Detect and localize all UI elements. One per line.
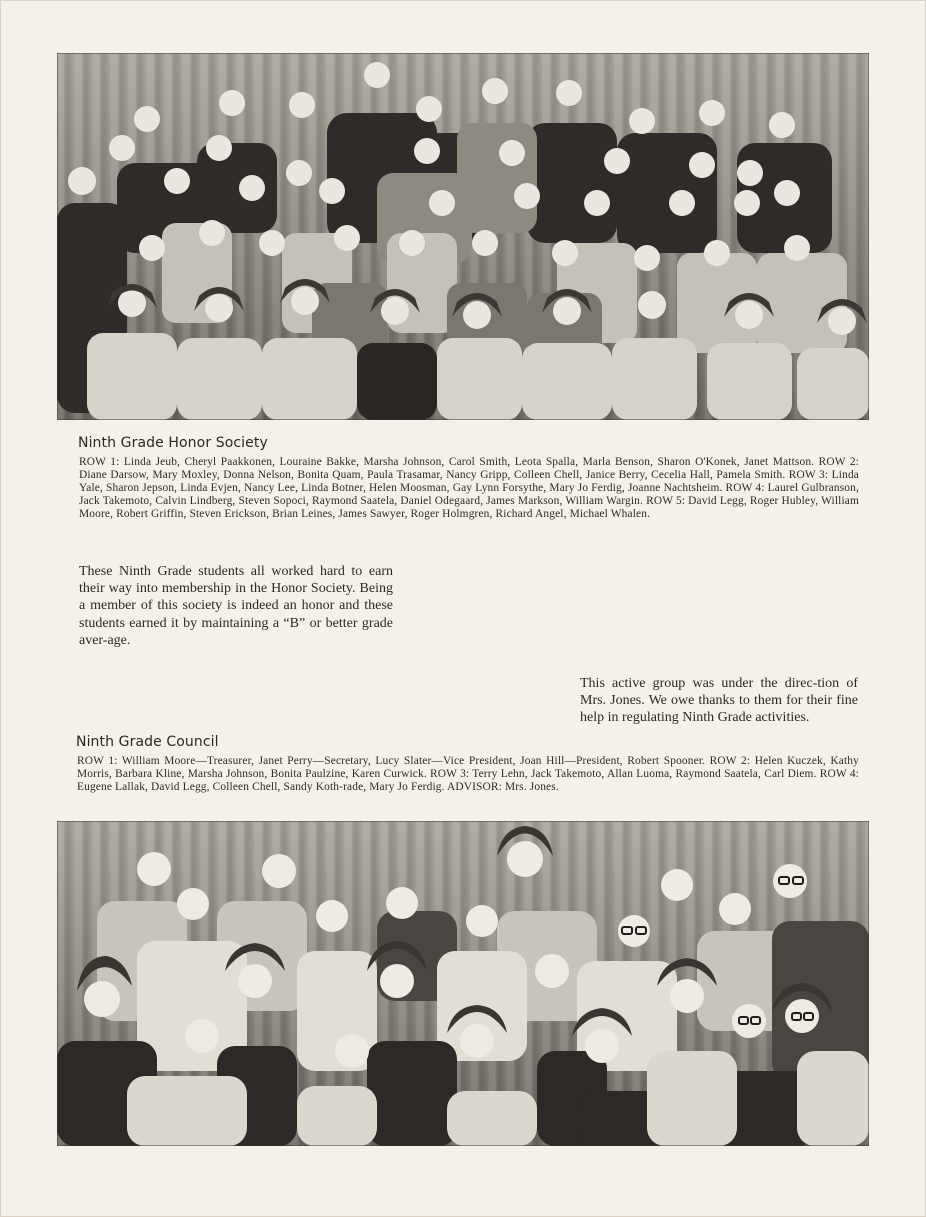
- council-description: This active group was under the direc-tion of Mrs. Jones. We owe thanks to them for their fine help in regulating Ninth Grade activities.: [580, 676, 858, 726]
- honor-society-photo-figures: [57, 53, 869, 420]
- council-photo-figures: [57, 821, 869, 1146]
- council-group-photo: [57, 821, 869, 1146]
- council-heading: Ninth Grade Council: [76, 734, 219, 750]
- honor-society-roster: ROW 1: Linda Jeub, Cheryl Paakkonen, Louraine Bakke, Marsha Johnson, Carol Smith, Leota Spalla, Marla Benson, Sharon O'Konek, Janet Mattson. ROW 2: Diane Darsow, Mary Moxley, Donna Nelson, Bonita Quam, Paula Trasamar, Nancy Gripp, Colleen Chell, Janice Berry, Cecelia Hall, Pamela Smith. ROW 3: Linda Yale, Sharon Jepson, Linda Evjen, Nancy Lee, Linda Botner, Helen Moosman, Gay Lynn Forsythe, Mary Jo Ferdig, Joanne Nachtsheim. ROW 4: Laurel Gulbranson, Jack Takemoto, Calvin Lindberg, Steven Sopoci, Raymond Saatela, Daniel Odegaard, James Markson, William Wargin. ROW 5: David Legg, Roger Hubley, William Moore, Robert Griffin, Steven Erickson, Brian Leines, James Sawyer, Roger Holmgren, Richard Angel, Michael Whalen.: [79, 456, 859, 520]
- honor-society-description: These Ninth Grade students all worked hard to earn their way into membership in the Honor Society. Being a member of this society is indeed an honor and these students earned it by maintaining a “B” or better grade aver-age.: [79, 564, 393, 648]
- honor-society-heading: Ninth Grade Honor Society: [78, 435, 268, 451]
- council-roster: ROW 1: William Moore—Treasurer, Janet Perry—Secretary, Lucy Slater—Vice President, Joan Hill—President, Robert Spooner. ROW 2: Helen Kuczek, Kathy Morris, Barbara Kline, Marsha Johnson, Bonita Paulzine, Karen Curwick. ROW 3: Terry Lehn, Jack Takemoto, Allan Luoma, Raymond Saatela, Carl Diem. ROW 4: Eugene Lallak, David Legg, Colleen Chell, Sandy Koth-rade, Mary Jo Ferdig. ADVISOR: Mrs. Jones.: [77, 755, 859, 793]
- honor-society-group-photo: [57, 53, 869, 420]
